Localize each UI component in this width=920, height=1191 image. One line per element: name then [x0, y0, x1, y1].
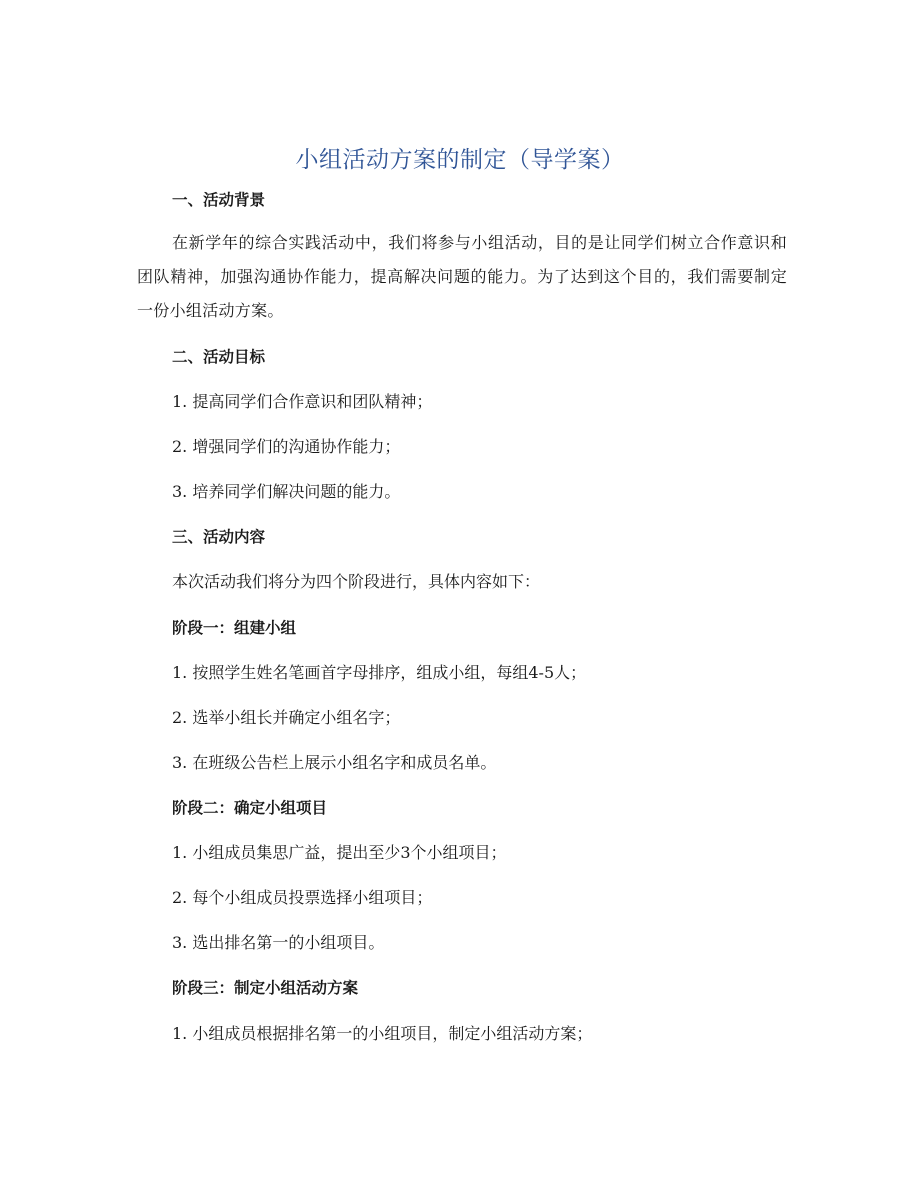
stage1-heading: 阶段一：组建小组 [172, 619, 297, 637]
goal-item-2: 2. 增强同学们的沟通协作能力； [172, 437, 401, 456]
stage2-item-1: 1. 小组成员集思广益，提出至少3个小组项目； [172, 843, 507, 862]
stage1-item-1: 1. 按照学生姓名笔画首字母排序，组成小组，每组4-5人； [172, 663, 587, 682]
section-heading-background: 一、活动背景 [172, 191, 266, 209]
document-title: 小组活动方案的制定（导学案） [295, 147, 625, 173]
section-heading-content: 三、活动内容 [172, 528, 266, 546]
goal-item-3: 3. 培养同学们解决问题的能力。 [172, 482, 401, 501]
goal-item-1: 1. 提高同学们合作意识和团队精神； [172, 392, 433, 411]
background-paragraph: 在新学年的综合实践活动中，我们将参与小组活动，目的是让同学们树立合作意识和团队精神，加强沟通协作能力，提高解决问题的能力。为了达到这个目的，我们需要制定一份小组活动方案。 [137, 233, 787, 320]
stage1-item-3: 3. 在班级公告栏上展示小组名字和成员名单。 [172, 753, 497, 772]
stage2-item-2: 2. 每个小组成员投票选择小组项目； [172, 888, 433, 907]
stage3-heading: 阶段三：制定小组活动方案 [172, 979, 359, 997]
stage3-item-1: 1. 小组成员根据排名第一的小组项目，制定小组活动方案； [172, 1024, 593, 1043]
section-heading-goals: 二、活动目标 [172, 348, 266, 366]
stage2-item-3: 3. 选出排名第一的小组项目。 [172, 933, 385, 952]
content-intro: 本次活动我们将分为四个阶段进行，具体内容如下： [172, 572, 541, 591]
stage2-heading: 阶段二：确定小组项目 [172, 799, 328, 817]
stage1-item-2: 2. 选举小组长并确定小组名字； [172, 708, 401, 727]
